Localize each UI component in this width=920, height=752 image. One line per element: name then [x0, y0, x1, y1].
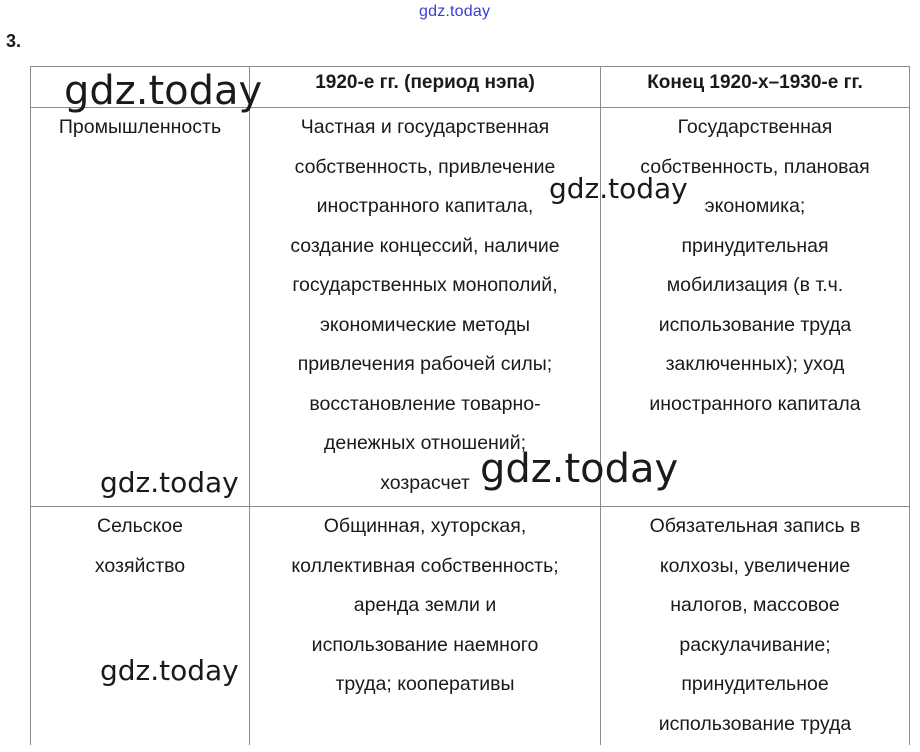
cell-text-line: Частная и государственная [300, 116, 550, 138]
cell-text-line: принудительное [681, 673, 829, 695]
row-label-cell [31, 108, 250, 507]
late-period-cell [601, 507, 910, 746]
site-watermark: gdz.today [419, 3, 491, 20]
cell-text-line: использование труда [658, 313, 852, 336]
nep-period-cell [250, 507, 601, 746]
cell-text-line: Обязательная запись в [649, 515, 861, 537]
cell-text-line: собственность, привлечение [294, 155, 556, 178]
cell-text-line: колхозы, увеличение [659, 554, 851, 577]
cell-text-line: экономические методы [319, 313, 531, 336]
cell-text-line: аренда земли и [353, 594, 497, 616]
header-cell-late: Конец 1920-х–1930-е гг. [601, 67, 910, 108]
cell-text-line: государственных монополий, [292, 274, 558, 296]
cell-text-line: использование труда [658, 712, 852, 735]
watermark: gdz.today [100, 654, 239, 687]
header-cell-empty [31, 67, 250, 108]
cell-text-line: экономика; [704, 195, 806, 217]
cell-text-line: собственность, плановая [640, 155, 870, 178]
row-label-cell [31, 507, 250, 746]
row-label-text: хозяйство [94, 554, 186, 577]
cell-text-line: иностранного капитала, [316, 195, 534, 217]
header-cell-nep: 1920-е гг. (период нэпа) [250, 67, 601, 108]
cell-text-line: создание концессий, наличие [290, 234, 560, 257]
watermark: gdz.today [64, 68, 263, 114]
cell-text-line: хозрасчет [380, 471, 470, 494]
watermark: gdz.today [549, 172, 688, 205]
table-header-row [31, 67, 910, 108]
watermark: gdz.today [100, 466, 239, 499]
task-number: 3. [6, 31, 22, 51]
comparison-table [30, 66, 910, 745]
cell-text-line: денежных отношений; [323, 432, 527, 454]
cell-text-line: раскулачивание; [679, 633, 831, 656]
cell-text-line: труда; кооперативы [335, 673, 515, 695]
cell-text-line: привлечения рабочей силы; [297, 353, 553, 375]
row-label-text: Сельское [96, 515, 183, 537]
watermark: gdz.today [480, 446, 679, 492]
cell-text-line: Общинная, хуторская, [323, 515, 527, 537]
cell-text-line: использование наемного [311, 633, 539, 656]
cell-text-line: восстановление товарно- [309, 392, 541, 415]
row-label-text: Промышленность [58, 116, 222, 138]
nep-period-cell [250, 108, 601, 507]
cell-text-line: налогов, массовое [670, 594, 840, 616]
table-row-agriculture [31, 507, 910, 746]
cell-text-line: заключенных); уход [665, 353, 845, 375]
late-period-cell [601, 108, 910, 507]
cell-text-line: коллективная собственность; [291, 554, 559, 577]
cell-text-line: мобилизация (в т.ч. [666, 274, 844, 296]
cell-text-line: иностранного капитала [649, 392, 861, 415]
cell-text-line: принудительная [681, 234, 829, 257]
cell-text-line: Государственная [677, 116, 833, 138]
table-row-industry [31, 108, 910, 507]
